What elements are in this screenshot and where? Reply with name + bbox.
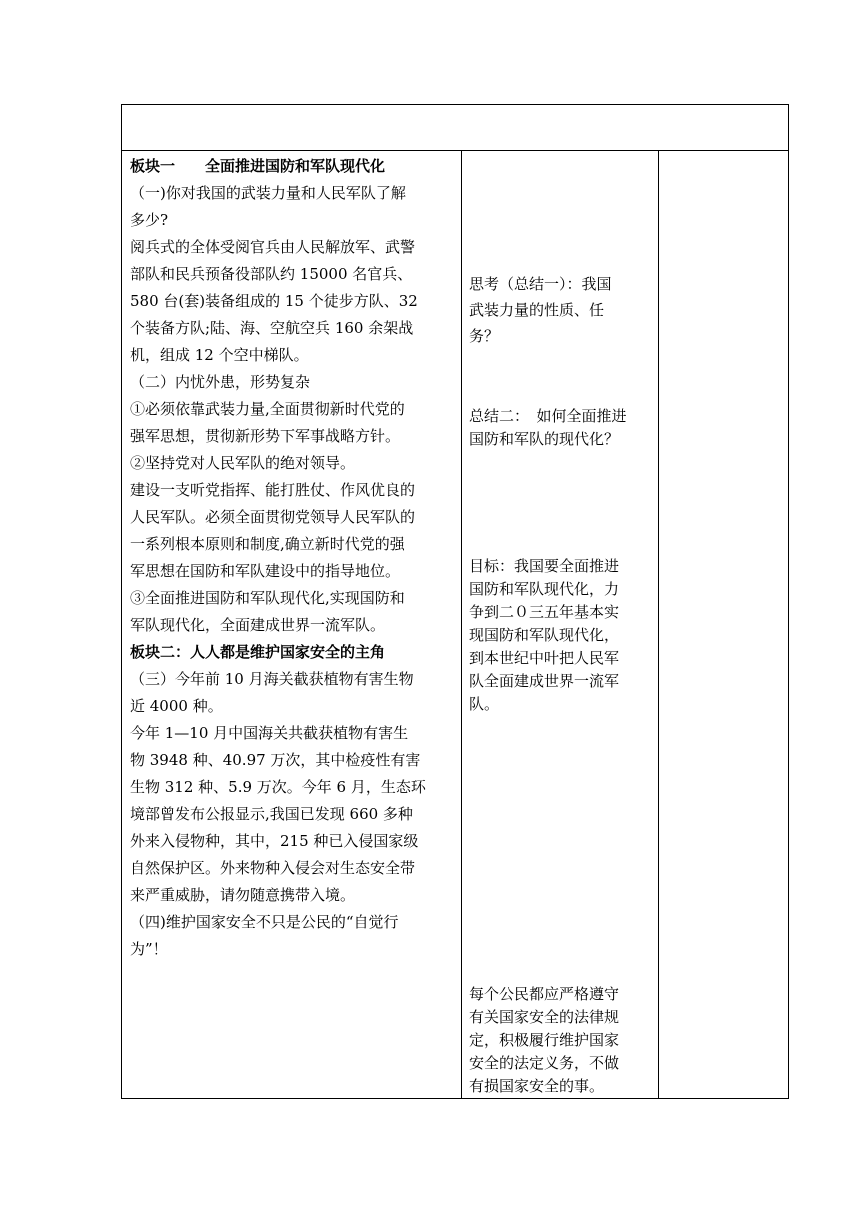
text-line: （四)维护国家安全不只是公民的“自觉行 xyxy=(130,913,399,931)
text-line: 阅兵式的全体受阅官兵由人民解放军、武警 xyxy=(130,238,416,256)
text-line: 军思想在国防和军队建设中的指导地位。 xyxy=(130,562,401,580)
note-line: 有关国家安全的法律规 xyxy=(469,1008,620,1026)
text-line: 自然保护区。外来物种入侵会对生态安全带 xyxy=(130,859,416,877)
note-line: 现国防和军队现代化， xyxy=(469,626,620,644)
note-goal xyxy=(469,555,657,716)
section-heading: 板块一 全面推进国防和军队现代化 xyxy=(130,157,386,175)
text-line: 建设一支听党指挥、能打胜仗、作风优良的 xyxy=(130,481,416,499)
text-line: 一系列根本原则和制度,确立新时代党的强 xyxy=(130,535,405,553)
text-line: ②坚持党对人民军队的绝对领导。 xyxy=(130,454,356,472)
column-divider-1 xyxy=(461,151,462,1098)
table-header-row xyxy=(122,105,788,151)
text-line: （一)你对我国的武装力量和人民军队了解 xyxy=(130,184,406,202)
note-line: 到本世纪中叶把人民军 xyxy=(469,649,620,667)
text-line: 强军思想，贯彻新形势下军事战略方针。 xyxy=(130,427,401,445)
note-line: 争到二０三五年基本实 xyxy=(469,603,620,621)
note-line: 队全面建成世界一流军 xyxy=(469,672,620,690)
text-line: 近 4000 种。 xyxy=(130,697,223,715)
section-heading: 板块二：人人都是维护国家安全的主角 xyxy=(130,643,386,661)
note-line: 国防和军队现代化，力 xyxy=(469,580,620,598)
note-line: 思考（总结一）：我国 xyxy=(469,275,612,293)
note-summary-2 xyxy=(469,405,657,451)
text-line: ③全面推进国防和军队现代化,实现国防和 xyxy=(130,589,405,607)
text-line: 外来入侵物种，其中，215 种已入侵国家级 xyxy=(130,832,419,850)
text-line: 个装备方队;陆、海、空航空兵 160 余架战 xyxy=(130,319,414,337)
text-line: 机，组成 12 个空中梯队。 xyxy=(130,346,309,364)
note-line: 总结二： 如何全面推进 xyxy=(469,407,627,425)
note-line: 目标：我国要全面推进 xyxy=(469,557,620,575)
text-line: 多少? xyxy=(130,211,169,229)
text-line: 物 3948 种、40.97 万次，其中检疫性有害 xyxy=(130,751,421,769)
content-table xyxy=(121,104,789,1099)
note-line: 武装力量的性质、任 xyxy=(469,301,605,319)
text-line: 部队和民兵预备役部队约 15000 名官兵、 xyxy=(130,265,413,283)
text-line: 为”！ xyxy=(130,940,168,958)
note-line: 定，积极履行维护国家 xyxy=(469,1031,620,1049)
note-line: 务？ xyxy=(469,327,500,345)
column-divider-2 xyxy=(658,151,659,1098)
text-line: 生物 312 种、5.9 万次。今年 6 月，生态环 xyxy=(130,778,426,796)
note-citizen-duty xyxy=(469,983,657,1098)
note-line: 安全的法定义务，不做 xyxy=(469,1054,620,1072)
note-line: 有损国家安全的事。 xyxy=(469,1077,605,1095)
text-line: ①必须依靠武装力量,全面贯彻新时代党的 xyxy=(130,400,405,418)
text-line: 境部曾发布公报显示,我国已发现 660 多种 xyxy=(130,805,413,823)
note-line: 队。 xyxy=(469,695,500,713)
text-line: （三）今年前 10 月海关截获植物有害生物 xyxy=(130,670,414,688)
text-line: 今年 1—10 月中国海关共截获植物有害生 xyxy=(130,724,409,742)
text-line: 人民军队。必须全面贯彻党领导人民军队的 xyxy=(130,508,416,526)
text-line: 军队现代化，全面建成世界一流军队。 xyxy=(130,616,386,634)
text-line: 来严重威胁，请勿随意携带入境。 xyxy=(130,886,356,904)
note-line: 国防和军队的现代化？ xyxy=(469,430,620,448)
note-think-summary-1 xyxy=(469,271,657,349)
text-line: （二）内忧外患，形势复杂 xyxy=(130,373,311,391)
main-text-column xyxy=(130,153,458,963)
text-line: 580 台(套)装备组成的 15 个徒步方队、32 xyxy=(130,292,418,310)
note-line: 每个公民都应严格遵守 xyxy=(469,985,620,1003)
